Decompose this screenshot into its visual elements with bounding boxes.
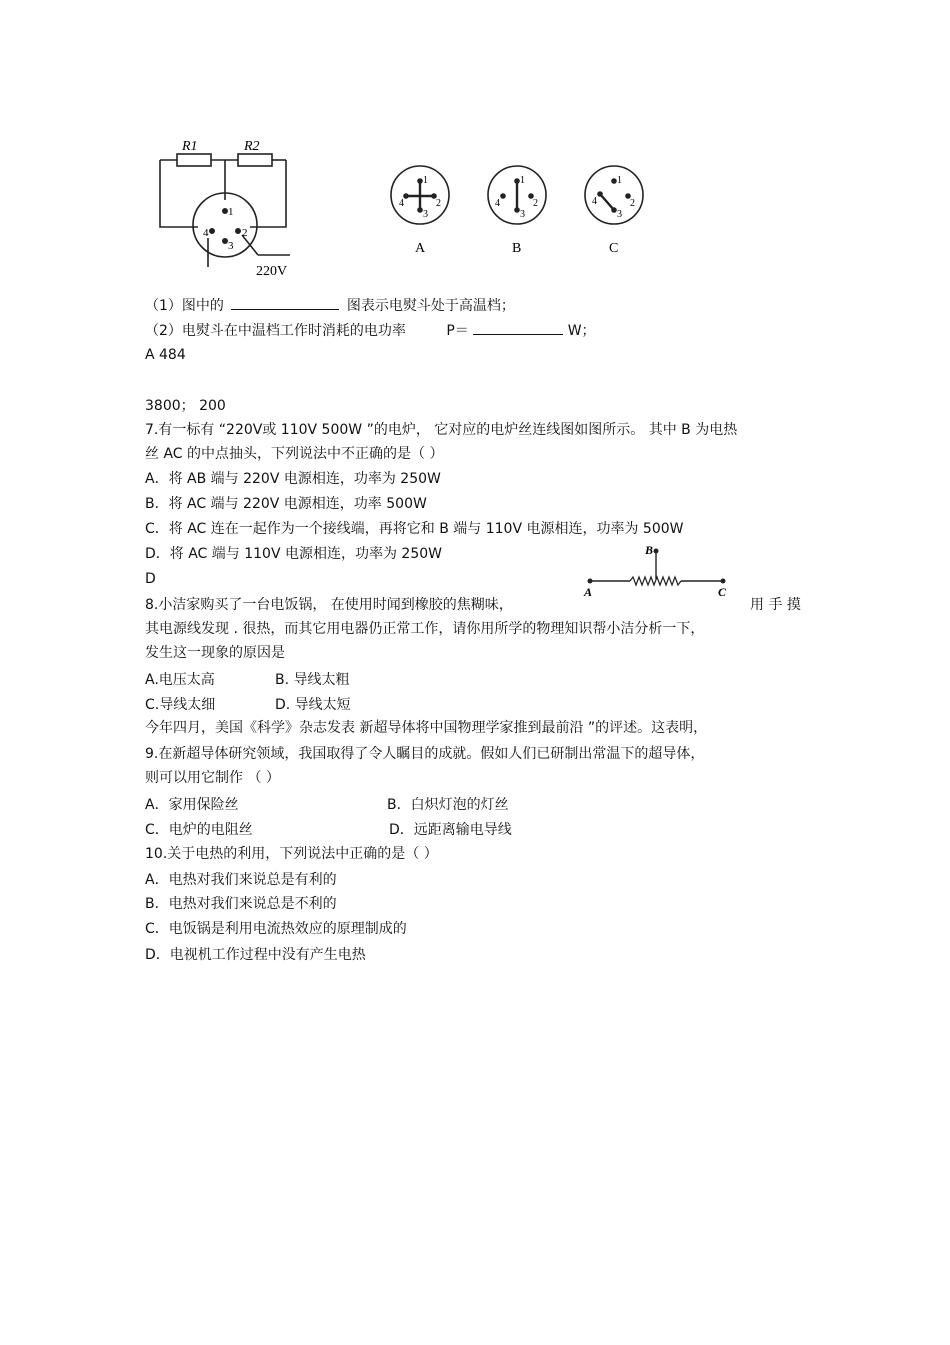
pin4-label: 4 (203, 227, 209, 239)
r1-label: R1 (182, 139, 198, 154)
q6-answer1: A 484 (145, 347, 186, 363)
q9-option-d: D．远距离输电导线 (389, 822, 512, 838)
svg-text:2: 2 (436, 198, 441, 209)
q7-option-d: D．将 AC 端与 110V 电源相连，功率为 250W (145, 546, 443, 562)
pin1-label: 1 (228, 206, 234, 218)
q10-option-b: B．电热对我们来说总是不利的 (145, 896, 337, 912)
q6-part2 (145, 320, 596, 340)
voltage-label: 220V (256, 264, 288, 279)
q8-option-d: D. 导线太短 (275, 697, 351, 713)
wire-label-b: B (645, 543, 654, 557)
switch-b-diagram (482, 160, 552, 260)
switch-c-diagram (579, 160, 649, 260)
q7-answer: D (145, 571, 156, 587)
svg-text:1: 1 (423, 175, 428, 186)
wire-label-a: A (584, 585, 593, 599)
switch-b-label: B (512, 241, 522, 256)
q10-option-c: C．电饭锅是利用电流热效应的原理制成的 (145, 921, 407, 937)
svg-text:4: 4 (399, 198, 404, 209)
q6-part1 (145, 295, 515, 315)
q6-part2-pre: （2）电熨斗在中温档工作时消耗的电功率 (145, 323, 406, 339)
pin2-label: 2 (242, 227, 248, 239)
q8-stem-line3: 发生这一现象的原因是 (145, 645, 285, 661)
svg-text:4: 4 (495, 198, 500, 209)
q7-stem-line2: 丝 AC 的中点抽头，下列说法中不正确的是（ ） (145, 446, 444, 462)
q8-option-b: B. 导线太粗 (275, 672, 350, 688)
q6-part1-pre: （1）图中的 (145, 298, 224, 314)
svg-text:3: 3 (423, 209, 428, 220)
q10-stem: 10.关于电热的利用，下列说法中正确的是（ ） (145, 846, 438, 862)
q7-stem-line1: 7.有一标有 “220V或 110V 500W ”的电炉， 它对应的电炉丝连线图如图所示。 其中 B 为电热 (145, 422, 738, 438)
q6-part2-blank (473, 320, 563, 335)
q9-stem-line2: 则可以用它制作 （ ） (145, 770, 280, 786)
svg-text:2: 2 (630, 198, 635, 209)
q9-preface: 今年四月，美国《科学》杂志发表 新超导体将中国物理学家推到最前沿 ”的评述。这表明， (145, 720, 708, 736)
q6-part1-blank (231, 295, 339, 310)
q6-part1-post: 图表示电熨斗处于高温档； (346, 298, 515, 314)
q7-option-a: A．将 AB 端与 220V 电源相连，功率为 250W (145, 471, 441, 487)
q7-option-b: B．将 AC 端与 220V 电源相连，功率 500W (145, 496, 427, 512)
q6-part2-post: W； (567, 323, 596, 339)
switch-c-label: C (609, 241, 619, 256)
q8-stem-line2: 其电源线发现 . 很热，而其它用电器仍正常工作，请你用所学的物理知识帮小洁分析一下， (145, 621, 705, 637)
q10-option-d: D．电视机工作过程中没有产生电热 (145, 947, 366, 963)
svg-text:3: 3 (617, 209, 622, 220)
pin3-label: 3 (228, 240, 234, 252)
svg-text:1: 1 (617, 175, 622, 186)
switch-a-diagram (385, 160, 455, 260)
q8-option-c: C.导线太细 (145, 697, 216, 713)
svg-text:4: 4 (592, 196, 597, 207)
q7-option-c: C．将 AC 连在一起作为一个接线端，再将它和 B 端与 110V 电源相连，功率为 500W (145, 521, 684, 537)
q8-option-a: A.电压太高 (145, 672, 215, 688)
switch-a-label: A (415, 241, 426, 256)
q9-option-b: B．白炽灯泡的灯丝 (387, 797, 509, 813)
q9-stem-line1: 9.在新超导体研究领域，我国取得了令人瞩目的成就。假如人们已研制出常温下的超导体， (145, 746, 705, 762)
circuit-diagram (150, 135, 310, 285)
svg-text:3: 3 (520, 209, 525, 220)
q9-option-c: C．电炉的电阻丝 (145, 822, 253, 838)
q8-stem-line1-right: 用 手 摸 (750, 597, 801, 613)
q9-option-a: A．家用保险丝 (145, 797, 239, 813)
q8-stem-line1: 8.小洁家购买了一台电饭锅， 在使用时闻到橡胶的焦糊味， (145, 597, 513, 613)
r2-label: R2 (244, 139, 260, 154)
q6-part2-p: P＝ (446, 323, 469, 339)
svg-text:1: 1 (520, 175, 525, 186)
wire-label-c: C (718, 585, 727, 599)
resistance-wire-diagram (578, 541, 738, 601)
q10-option-a: A．电热对我们来说总是有利的 (145, 872, 337, 888)
svg-text:2: 2 (533, 198, 538, 209)
q6-answer2: 3800； 200 (145, 398, 226, 414)
